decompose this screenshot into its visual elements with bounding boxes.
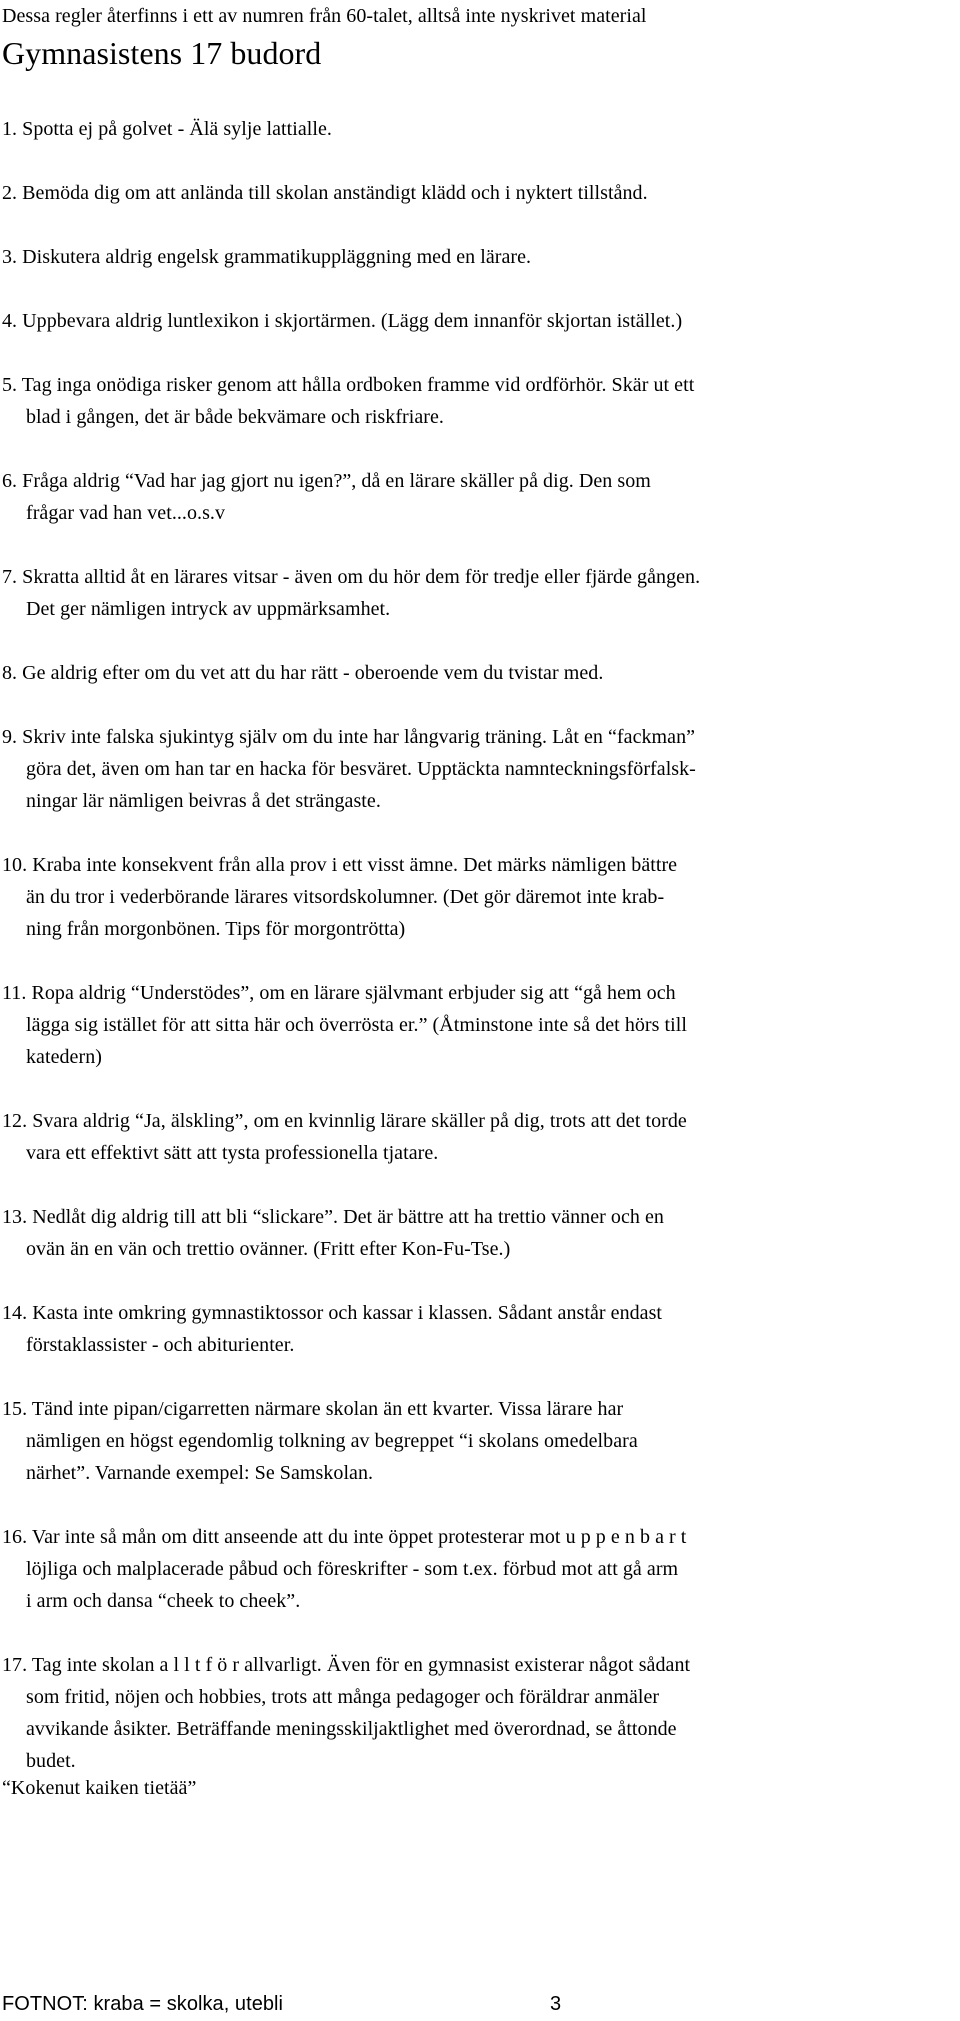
rule-7-line-1: 7. Skratta alltid åt en lärares vitsar - även om du hör dem för tredje eller fjärde gången. <box>2 566 701 588</box>
rule-16-line-1: 16. Var inte så mån om ditt anseende att du inte öppet protesterar mot u p p e n b a r t <box>2 1526 687 1548</box>
page-number: 3 <box>550 1993 562 2015</box>
rule-16-line-3: i arm och dansa “cheek to cheek”. <box>26 1590 301 1612</box>
rule-3-line-1: 3. Diskutera aldrig engelsk grammatikuppläggning med en lärare. <box>2 246 532 268</box>
rule-6-line-2: frågar vad han vet...o.s.v <box>26 502 226 524</box>
rule-17-line-1: 17. Tag inte skolan a l l t f ö r allvarligt. Även för en gymnasist existerar något sådant <box>2 1654 691 1676</box>
rule-7-line-2: Det ger nämligen intryck av uppmärksamhet. <box>26 598 391 620</box>
rule-17-line-3: avvikande åsikter. Beträffande meningsskiljaktlighet med överordnad, se åttonde <box>26 1718 677 1740</box>
rule-15-line-2: nämligen en högst egendomlig tolkning av begreppet “i skolans omedelbara <box>26 1430 638 1452</box>
rule-8-line-1: 8. Ge aldrig efter om du vet att du har rätt - oberoende vem du tvistar med. <box>2 662 604 684</box>
rule-14-line-1: 14. Kasta inte omkring gymnastiktossor och kassar i klassen. Sådant anstår endast <box>2 1302 663 1324</box>
rule-13-line-2: ovän än en vän och trettio ovänner. (Fritt efter Kon-Fu-Tse.) <box>26 1238 511 1260</box>
rule-12-line-2: vara ett effektivt sätt att tysta professionella tjatare. <box>26 1142 439 1164</box>
rule-15-line-1: 15. Tänd inte pipan/cigarretten närmare skolan än ett kvarter. Vissa lärare har <box>2 1398 624 1420</box>
document-header: Dessa regler återfinns i ett av numren från 60-talet, alltså inte nyskrivet material <box>2 5 647 27</box>
rule-1-line-1: 1. Spotta ej på golvet - Älä sylje lattialle. <box>2 118 332 140</box>
rule-17-line-2: som fritid, nöjen och hobbies, trots att många pedagoger och föräldrar anmäler <box>26 1686 660 1708</box>
rule-16-line-2: löjliga och malplacerade påbud och föreskrifter - som t.ex. förbud mot att gå arm <box>26 1558 679 1580</box>
rule-10-line-1: 10. Kraba inte konsekvent från alla prov i ett visst ämne. Det märks nämligen bättre <box>2 854 678 876</box>
rule-11-line-3: katedern) <box>26 1046 102 1068</box>
footnote: FOTNOT: kraba = skolka, utebli <box>2 1993 284 2015</box>
rule-11-line-1: 11. Ropa aldrig “Understödes”, om en lärare självmant erbjuder sig att “gå hem och <box>2 982 676 1004</box>
rule-13-line-1: 13. Nedlåt dig aldrig till att bli “slickare”. Det är bättre att ha trettio vänner och en <box>2 1206 664 1228</box>
closing-quote: “Kokenut kaiken tietää” <box>2 1777 197 1799</box>
rule-9-line-2: göra det, även om han tar en hacka för besväret. Upptäckta namnteckningsförfalsk- <box>26 758 696 780</box>
rule-9-line-3: ningar lär nämligen beivras å det strängaste. <box>26 790 381 812</box>
rule-11-line-2: lägga sig istället för att sitta här och överrösta er.” (Åtminstone inte så det hörs till <box>26 1014 687 1036</box>
rule-10-line-3: ning från morgonbönen. Tips för morgontrötta) <box>26 918 406 940</box>
rule-12-line-1: 12. Svara aldrig “Ja, älskling”, om en kvinnlig lärare skäller på dig, trots att det torde <box>2 1110 687 1132</box>
rule-14-line-2: förstaklassister - och abiturienter. <box>26 1334 295 1356</box>
rule-15-line-3: närhet”. Varnande exempel: Se Samskolan. <box>26 1462 374 1484</box>
rule-9-line-1: 9. Skriv inte falska sjukintyg själv om du inte har långvarig träning. Låt en “fackman” <box>2 726 696 748</box>
rule-6-line-1: 6. Fråga aldrig “Vad har jag gjort nu igen?”, då en lärare skäller på dig. Den som <box>2 470 651 492</box>
rule-2-line-1: 2. Bemöda dig om att anlända till skolan anständigt klädd och i nyktert tillstånd. <box>2 182 648 204</box>
rule-10-line-2: än du tror i vederbörande lärares vitsordskolumner. (Det gör däremot inte krab- <box>26 886 665 908</box>
rule-4-line-1: 4. Uppbevara aldrig luntlexikon i skjortärmen. (Lägg dem innanför skjortan istället.) <box>2 310 683 332</box>
document-title: Gymnasistens 17 budord <box>2 35 322 71</box>
rule-17-line-4: budet. <box>26 1750 76 1772</box>
rule-5-line-1: 5. Tag inga onödiga risker genom att hålla ordboken framme vid ordförhör. Skär ut ett <box>2 374 695 396</box>
rule-5-line-2: blad i gången, det är både bekvämare och riskfriare. <box>26 406 444 428</box>
